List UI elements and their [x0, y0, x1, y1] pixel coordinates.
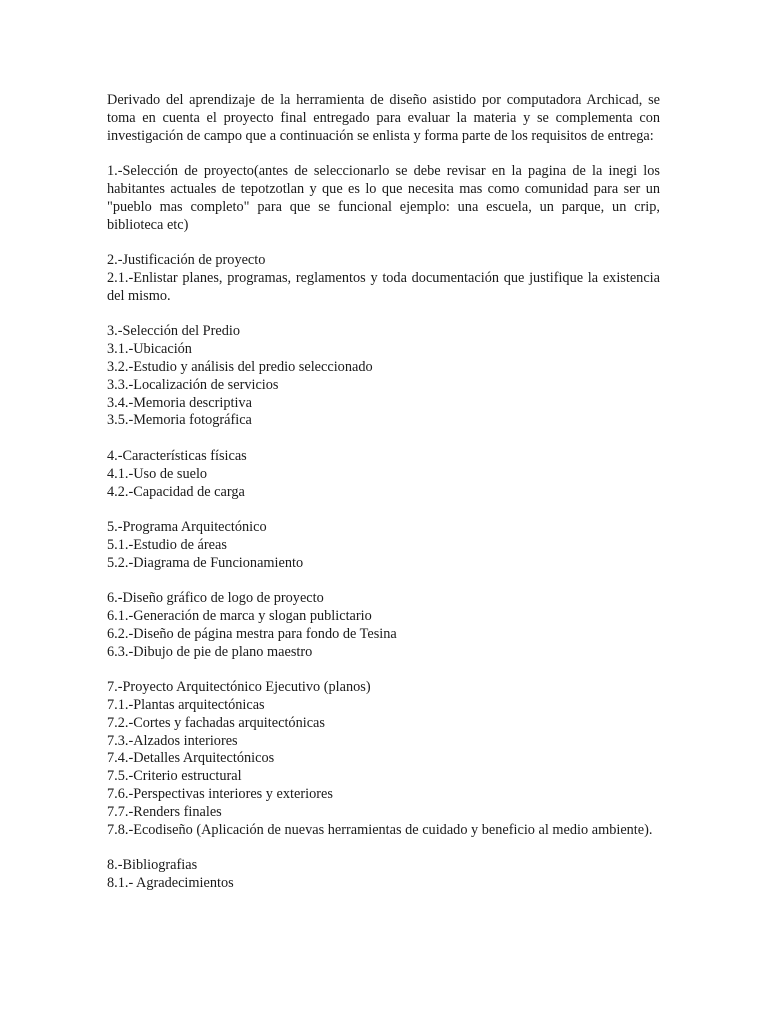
section-item: 7.7.-Renders finales — [107, 803, 222, 820]
section-item: 7.2.-Cortes y fachadas arquitectónicas — [107, 714, 325, 731]
section-item: 3.5.-Memoria fotográfica — [107, 412, 252, 429]
section-title: 6.-Diseño gráfico de logo de proyecto — [107, 590, 324, 607]
section-item: 6.3.-Dibujo de pie de plano maestro — [107, 643, 313, 660]
section-7 — [107, 679, 660, 839]
section-6 — [107, 590, 660, 661]
section-item: 7.3.-Alzados interiores — [107, 732, 238, 749]
document-page — [107, 92, 660, 911]
section-8 — [107, 857, 660, 893]
section-title: 8.-Bibliografias — [107, 857, 198, 874]
section-item: 7.6.-Perspectivas interiores y exteriores — [107, 786, 333, 803]
section-3 — [107, 323, 660, 430]
section-item: 5.1.-Estudio de áreas — [107, 536, 227, 553]
section-item: 5.2.-Diagrama de Funcionamiento — [107, 554, 304, 571]
intro-paragraph: Derivado del aprendizaje de la herramienta de diseño asistido por computadora Archicad, se toma en cuenta el proyecto final entregado para evaluar la materia y se complementa con investigación de campo que a continuación se enlista y forma parte de los requisitos de entrega: — [107, 92, 660, 144]
section-item: 7.5.-Criterio estructural — [107, 768, 242, 785]
section-1 — [107, 163, 660, 234]
section-title: 7.-Proyecto Arquitectónico Ejecutivo (planos) — [107, 679, 371, 696]
section-title: 3.-Selección del Predio — [107, 323, 241, 340]
section-item: 2.1.-Enlistar planes, programas, reglamentos y toda documentación que justifique la existencia del mismo. — [107, 269, 660, 304]
section-item: 4.2.-Capacidad de carga — [107, 483, 245, 500]
section-title: 5.-Programa Arquitectónico — [107, 519, 267, 536]
section-item: 3.1.-Ubicación — [107, 341, 192, 358]
section-5 — [107, 519, 660, 572]
section-item: 3.2.-Estudio y análisis del predio seleccionado — [107, 358, 373, 375]
section-title: 4.-Características físicas — [107, 447, 247, 464]
section-item: 7.4.-Detalles Arquitectónicos — [107, 750, 275, 767]
section-item: 8.1.- Agradecimientos — [107, 875, 234, 892]
section-4 — [107, 448, 660, 501]
section-item: 6.2.-Diseño de página mestra para fondo de Tesina — [107, 625, 397, 642]
section-2 — [107, 252, 660, 305]
section-item: 3.3.-Localización de servicios — [107, 376, 279, 393]
section-title: 1.-Selección de proyecto(antes de seleccionarlo se debe revisar en la pagina de la inegi los habitantes actuales de tepotzotlan y que es lo que necesita mas como comunidad para ser un "pueblo mas completo" para que se funcional ejemplo: una escuela, un parque, un crip, biblioteca etc) — [107, 163, 660, 233]
section-item: 6.1.-Generación de marca y slogan publictario — [107, 608, 372, 625]
section-title: 2.-Justificación de proyecto — [107, 252, 266, 269]
section-item: 3.4.-Memoria descriptiva — [107, 394, 252, 411]
section-item: 7.1.-Plantas arquitectónicas — [107, 697, 265, 714]
section-item: 4.1.-Uso de suelo — [107, 465, 208, 482]
section-item: 7.8.-Ecodiseño (Aplicación de nuevas herramientas de cuidado y beneficio al medio ambiente). — [107, 821, 653, 838]
